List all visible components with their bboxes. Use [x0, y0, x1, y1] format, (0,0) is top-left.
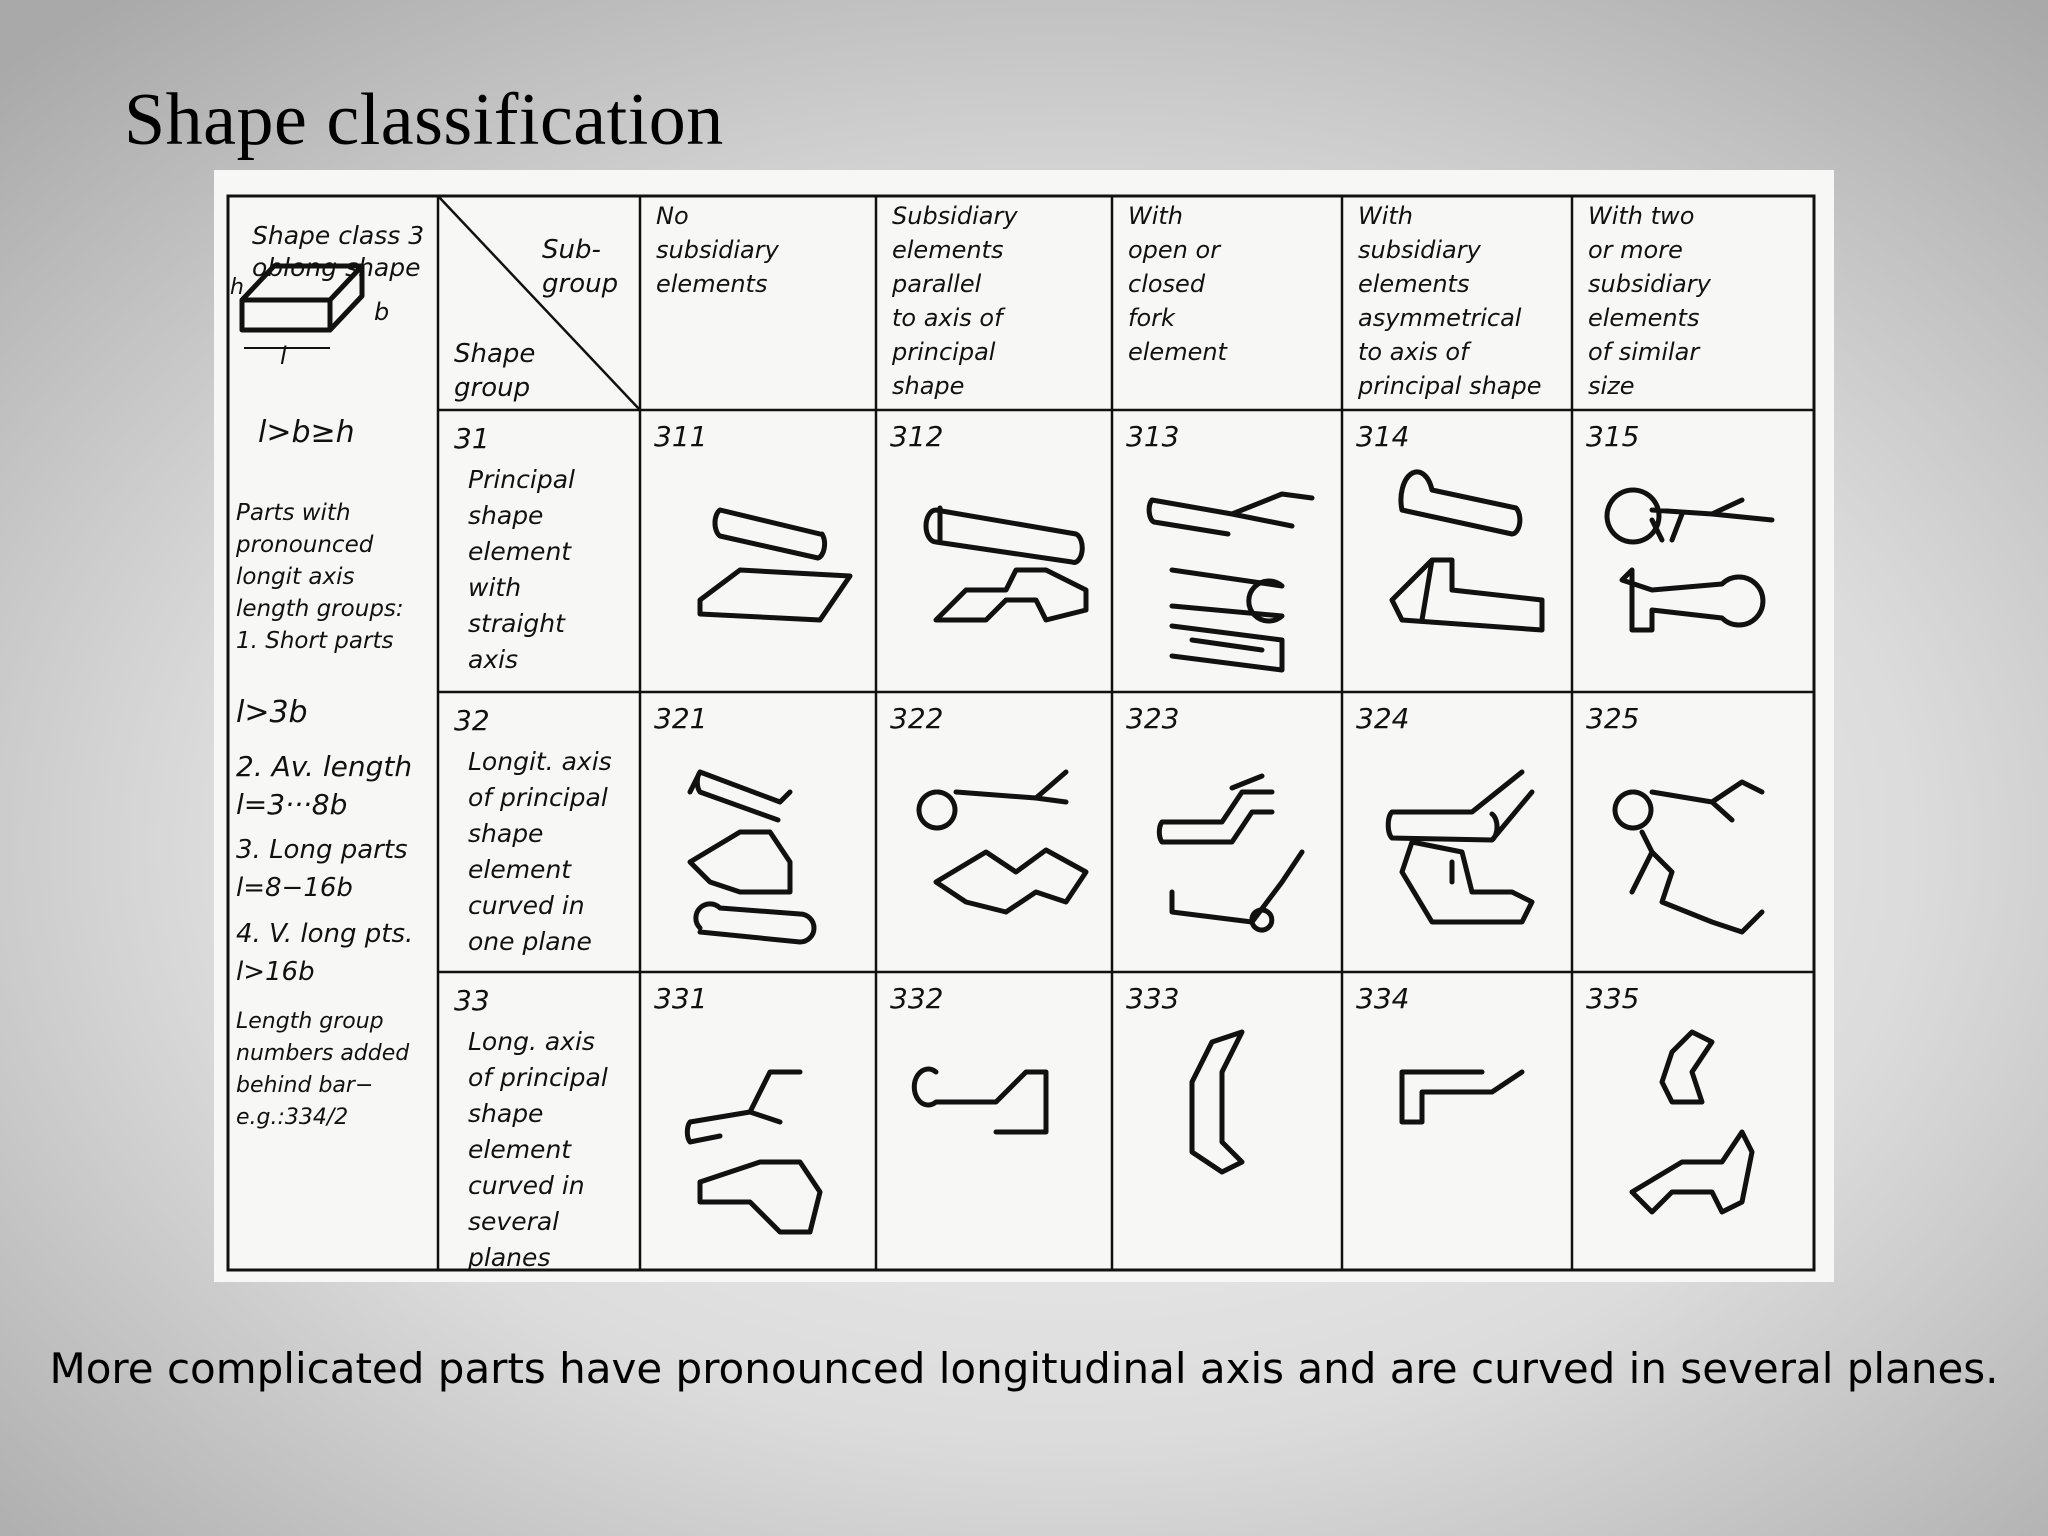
- classification-table-drawing: [214, 170, 1834, 1282]
- part-shape-drawing: [1388, 772, 1532, 840]
- shape-class-label: Shape class 3 oblong shape: [252, 221, 425, 282]
- subgroup-code: 331: [654, 982, 708, 1015]
- subgroup-code: 335: [1586, 982, 1640, 1015]
- part-shape-drawing: [936, 570, 1086, 620]
- part-shape-drawing: [1402, 1072, 1522, 1122]
- part-shape-drawing: [1632, 1032, 1752, 1212]
- part-shape-drawing: [936, 850, 1086, 912]
- part-shape-drawing: [715, 510, 825, 558]
- column-header: With subsidiary elements asymmetrical to axis of principal shape: [1358, 202, 1542, 400]
- left-note: Parts with pronounced longit axis length groups: 1. Short parts: [236, 500, 404, 654]
- part-shape-drawing: [1172, 570, 1282, 670]
- group-code: 31: [454, 422, 490, 455]
- left-note: Length group numbers added behind bar− e.g.:334/2: [236, 1009, 410, 1130]
- part-shape-drawing: [1159, 776, 1272, 842]
- shape-ratio: l>b≥h: [258, 415, 355, 450]
- subgroup-code: 332: [890, 982, 944, 1015]
- subgroup-code: 325: [1586, 702, 1640, 735]
- subgroup-code: 333: [1126, 982, 1180, 1015]
- part-shape-drawing: [919, 772, 1066, 828]
- part-shape-drawing: [1392, 560, 1542, 630]
- subgroup-code: 324: [1356, 702, 1410, 735]
- column-header: No subsidiary elements: [656, 202, 779, 298]
- subgroup-code: 321: [654, 702, 708, 735]
- dim-label-b: b: [374, 298, 390, 326]
- shape-group-header: Shape group: [454, 339, 536, 403]
- dim-label-h: h: [230, 275, 244, 300]
- group-code: 32: [454, 704, 490, 737]
- left-note: 2. Av. length l=3···8b: [236, 750, 413, 821]
- left-note: 3. Long parts l=8−16b: [236, 835, 408, 903]
- part-shape-drawing: [690, 832, 814, 942]
- left-note: 4. V. long pts. l>16b: [236, 919, 414, 987]
- subgroup-code: 315: [1586, 420, 1640, 453]
- group-code: 33: [454, 984, 490, 1017]
- dim-label-l: l: [280, 342, 287, 370]
- group-description: Longit. axis of principal shape element curved in one plane: [468, 747, 612, 956]
- column-header: Subsidiary elements parallel to axis of principal shape: [892, 202, 1018, 400]
- subgroup-code: 313: [1126, 420, 1180, 453]
- part-shape-drawing: [1402, 842, 1532, 922]
- slide-caption: More complicated parts have pronounced longitudinal axis and are curved in several planes.: [49, 1344, 1999, 1393]
- shape-classification-table: [214, 170, 1834, 1282]
- part-shape-drawing: [1172, 852, 1302, 930]
- subgroup-code: 334: [1356, 982, 1410, 1015]
- subgroup-code: 323: [1126, 702, 1180, 735]
- part-shape-drawing: [926, 508, 1082, 562]
- subgroup-code: 312: [890, 420, 944, 453]
- left-note: l>3b: [236, 695, 308, 730]
- part-shape-drawing: [1607, 490, 1772, 542]
- part-shape-drawing: [700, 570, 850, 620]
- column-header: With two or more subsidiary elements of similar size: [1588, 202, 1711, 400]
- group-description: Long. axis of principal shape element curved in several planes: [468, 1027, 608, 1272]
- column-header: With open or closed fork element: [1128, 202, 1227, 366]
- part-shape-drawing: [700, 1162, 820, 1232]
- part-shape-drawing: [1615, 782, 1762, 828]
- subgroup-code: 322: [890, 702, 944, 735]
- part-shape-drawing: [690, 772, 790, 820]
- part-shape-drawing: [687, 1072, 800, 1142]
- part-shape-drawing: [914, 1069, 1046, 1132]
- part-shape-drawing: [1192, 1032, 1242, 1172]
- slide-title: Shape classification: [124, 79, 724, 161]
- subgroup-header: Sub-group: [542, 235, 619, 299]
- subgroup-code: 314: [1356, 420, 1410, 453]
- part-shape-drawing: [1149, 494, 1312, 534]
- part-shape-drawing: [1632, 832, 1762, 932]
- group-description: Principal shape element with straight axis: [468, 465, 575, 674]
- subgroup-code: 311: [654, 420, 708, 453]
- part-shape-drawing: [1401, 472, 1520, 534]
- part-shape-drawing: [1622, 570, 1763, 630]
